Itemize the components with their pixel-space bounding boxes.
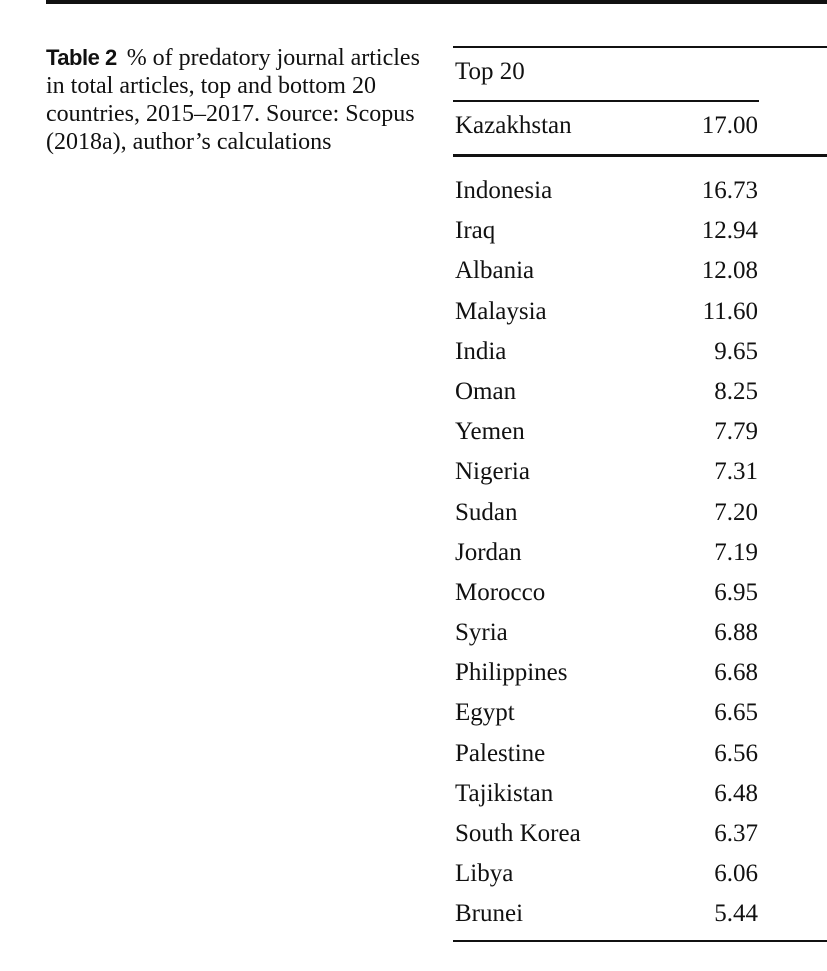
value-cell: 7.20 <box>714 498 758 526</box>
table-caption-label: Table 2 <box>46 45 117 70</box>
value-cell: 12.08 <box>701 257 758 285</box>
table-row <box>453 256 827 296</box>
country-cell: South Korea <box>455 820 581 847</box>
value-cell: 6.88 <box>714 619 758 647</box>
value-cell: 12.94 <box>701 217 758 245</box>
table-caption <box>46 44 426 156</box>
value-cell: 16.73 <box>701 177 758 204</box>
table-row <box>453 578 827 618</box>
country-cell: Philippines <box>455 659 568 687</box>
table-row <box>453 176 827 216</box>
country-cell: Palestine <box>455 739 546 767</box>
country-cell: Libya <box>455 860 514 888</box>
table-row <box>453 779 827 819</box>
country-cell: Indonesia <box>455 177 553 204</box>
country-cell: Iraq <box>455 217 496 245</box>
value-cell: 6.95 <box>714 578 758 606</box>
table-caption-text: % of predatory journal articles in total articles, top and bottom 20 countries, 2015–2017. Source: Scopus (2018a), author’s calculations <box>46 45 420 155</box>
value-cell: 6.68 <box>714 659 758 687</box>
country-cell: Sudan <box>455 498 518 526</box>
country-cell: Nigeria <box>455 458 530 486</box>
table-row <box>453 538 827 578</box>
table-bottom-rule <box>453 940 827 942</box>
country-cell: Morocco <box>455 578 546 606</box>
value-cell: 7.31 <box>714 458 758 486</box>
table-row <box>453 658 827 698</box>
table-row <box>453 859 827 899</box>
table-row <box>453 297 827 337</box>
table-row <box>453 618 827 658</box>
country-cell: Tajikistan <box>455 779 554 807</box>
table-mid-rule <box>453 154 827 157</box>
value-cell: 6.06 <box>714 860 758 888</box>
table-row <box>453 498 827 538</box>
table-row <box>453 899 827 939</box>
country-cell: Albania <box>455 257 535 285</box>
value-cell: 6.56 <box>714 739 758 767</box>
value-cell: 5.44 <box>714 900 758 928</box>
value-cell: 6.48 <box>714 779 758 807</box>
value-cell: 6.37 <box>714 820 758 847</box>
country-cell: Malaysia <box>455 297 547 325</box>
value-cell: 7.19 <box>714 538 758 566</box>
country-cell: Egypt <box>455 699 515 727</box>
country-cell: Jordan <box>455 538 522 566</box>
value-cell: 9.65 <box>714 337 758 365</box>
country-cell: Brunei <box>455 900 524 928</box>
table-row <box>453 739 827 779</box>
first-row-value: 17.00 <box>701 112 758 139</box>
country-cell: Syria <box>455 619 508 647</box>
value-cell: 6.65 <box>714 699 758 727</box>
country-cell: Oman <box>455 377 517 405</box>
table-row <box>453 337 827 377</box>
value-cell: 7.79 <box>714 418 758 446</box>
table-body <box>453 176 827 940</box>
country-cell: India <box>455 337 507 365</box>
country-cell: Yemen <box>455 418 525 446</box>
table-row <box>453 698 827 738</box>
table-row <box>453 417 827 457</box>
table-group-header: Top 20 <box>455 58 525 85</box>
table-header-rule <box>453 100 759 102</box>
table-row <box>453 457 827 497</box>
table-top-rule <box>453 46 827 48</box>
first-row-country: Kazakhstan <box>455 112 572 139</box>
table-row <box>453 377 827 417</box>
page-top-rule <box>46 0 827 4</box>
table-row <box>453 819 827 859</box>
table-row <box>453 216 827 256</box>
value-cell: 11.60 <box>702 297 758 325</box>
value-cell: 8.25 <box>714 377 758 405</box>
